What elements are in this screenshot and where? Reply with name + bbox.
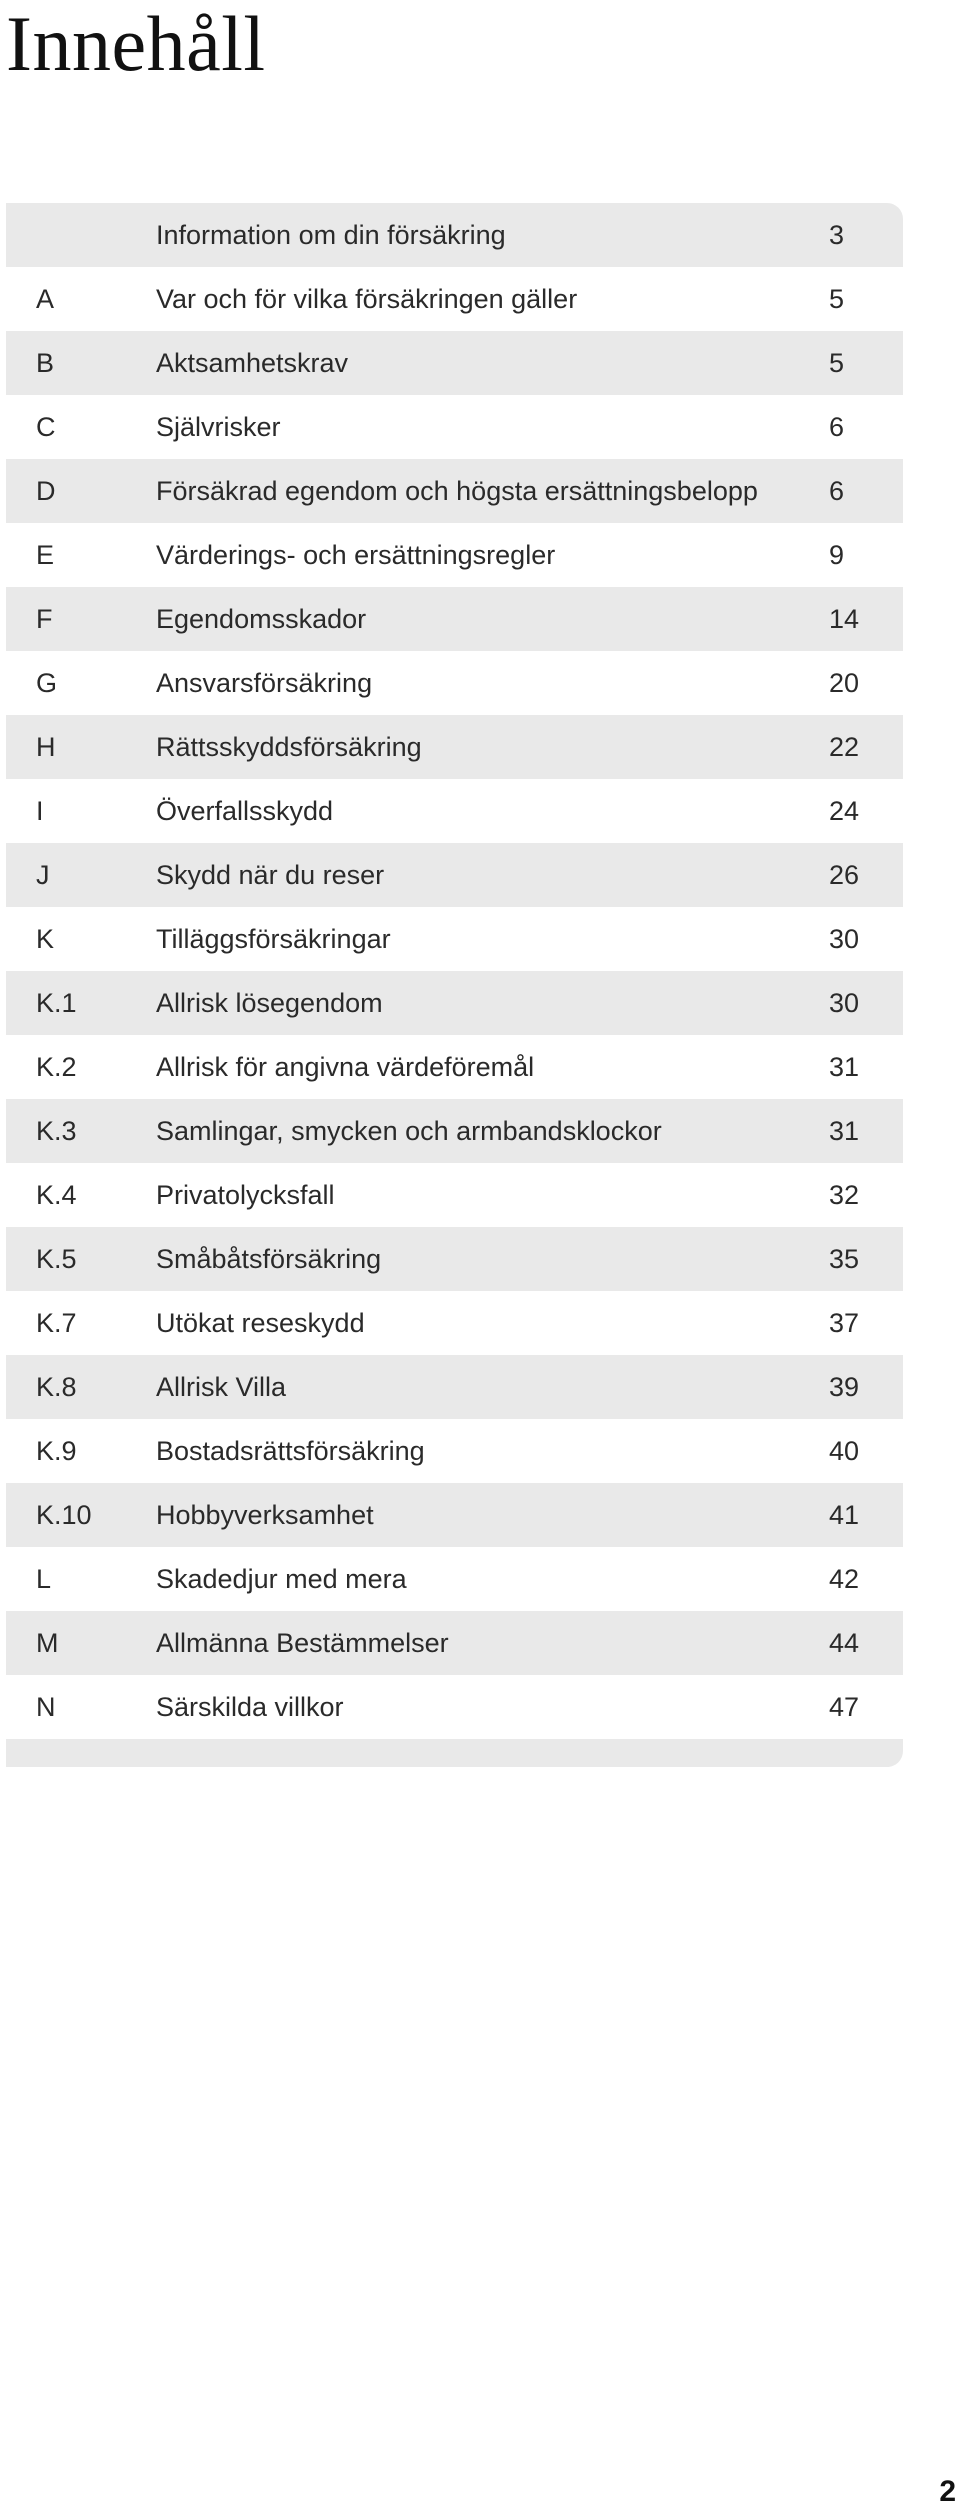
toc-row[interactable] (6, 1419, 903, 1483)
toc-row[interactable] (6, 587, 903, 651)
toc-page-number: 14 (829, 603, 860, 634)
toc-row[interactable] (6, 1355, 903, 1419)
toc-section-code: K.8 (36, 1371, 77, 1402)
toc-page-number: 30 (829, 923, 860, 954)
toc-section-title: Skydd när du reser (156, 859, 385, 890)
page-number: 2 (939, 2475, 956, 2508)
toc-section-code: L (36, 1563, 52, 1594)
toc-section-code: G (36, 667, 58, 698)
toc-page-number: 26 (829, 859, 860, 890)
toc-section-code: K.4 (36, 1179, 77, 1210)
toc-page-number: 42 (829, 1563, 860, 1594)
toc-section-title: Allrisk Villa (156, 1371, 287, 1402)
toc-page-number: 20 (829, 667, 860, 698)
toc-section-code: E (36, 539, 55, 570)
toc-section-title: Hobbyverksamhet (156, 1499, 374, 1530)
toc-page-number: 40 (829, 1435, 860, 1466)
toc-row[interactable] (6, 523, 903, 587)
toc-page-number: 32 (829, 1179, 860, 1210)
toc-page-number: 30 (829, 987, 860, 1018)
toc-page-number: 47 (829, 1691, 860, 1722)
toc-section-code: N (36, 1691, 56, 1722)
toc-section-title: Information om din försäkring (156, 219, 506, 250)
toc-section-title: Allrisk för angivna värdeföremål (156, 1051, 535, 1082)
toc-page-number: 6 (829, 475, 845, 506)
toc-section-title: Bostadsrättsförsäkring (156, 1435, 425, 1466)
toc-section-title: Samlingar, smycken och armbandsklockor (156, 1115, 662, 1146)
toc-section-code: K.10 (36, 1499, 92, 1530)
toc-section-code: B (36, 347, 55, 378)
toc-page-number: 35 (829, 1243, 860, 1274)
toc-page-number: 37 (829, 1307, 860, 1338)
toc-row[interactable] (6, 1227, 903, 1291)
toc-page-number: 9 (829, 539, 845, 570)
toc-row[interactable] (6, 779, 903, 843)
toc-section-title: Privatolycksfall (156, 1179, 335, 1210)
toc-section-code: K.1 (36, 987, 77, 1018)
toc-section-title: Allmänna Bestämmelser (156, 1627, 449, 1658)
toc-section-title: Tilläggsförsäkringar (156, 923, 391, 954)
page-title: Innehåll (6, 0, 266, 87)
toc-section-title: Egendomsskador (156, 603, 367, 634)
toc-section-code: D (36, 475, 56, 506)
toc-row[interactable] (6, 203, 903, 267)
toc-section-title: Utökat reseskydd (156, 1307, 365, 1338)
toc-row[interactable] (6, 1611, 903, 1675)
toc-section-title: Rättsskyddsförsäkring (156, 731, 422, 762)
toc-row[interactable] (6, 1547, 903, 1611)
toc-section-title: Särskilda villkor (156, 1691, 344, 1722)
toc-row[interactable] (6, 1483, 903, 1547)
toc-page-number: 3 (829, 219, 845, 250)
toc-section-title: Allrisk lösegendom (156, 987, 383, 1018)
toc-section-code: K.9 (36, 1435, 77, 1466)
toc-row[interactable] (6, 843, 903, 907)
toc-row[interactable] (6, 651, 903, 715)
toc-row[interactable] (6, 907, 903, 971)
toc-row[interactable] (6, 395, 903, 459)
toc-section-title: Värderings- och ersättningsregler (156, 539, 556, 570)
toc-row[interactable] (6, 1163, 903, 1227)
toc-page-number: 31 (829, 1051, 860, 1082)
toc-page-number: 39 (829, 1371, 860, 1402)
toc-page-number: 44 (829, 1627, 860, 1658)
table-of-contents (6, 203, 903, 1767)
toc-section-code: K.5 (36, 1243, 77, 1274)
toc-page-number: 6 (829, 411, 845, 442)
toc-section-code: I (36, 795, 44, 826)
toc-section-title: Självrisker (156, 411, 281, 442)
toc-page-number: 41 (829, 1499, 860, 1530)
toc-page-number: 5 (829, 347, 845, 378)
toc-page-number: 22 (829, 731, 860, 762)
toc-section-title: Ansvarsförsäkring (156, 667, 373, 698)
toc-row[interactable] (6, 715, 903, 779)
toc-section-code: K.2 (36, 1051, 77, 1082)
toc-row[interactable] (6, 267, 903, 331)
toc-page-number: 24 (829, 795, 860, 826)
toc-section-code: C (36, 411, 56, 442)
toc-section-title: Skadedjur med mera (156, 1563, 407, 1594)
toc-row[interactable] (6, 1291, 903, 1355)
toc-page-number: 5 (829, 283, 845, 314)
toc-section-code: M (36, 1627, 59, 1658)
toc-section-code: A (36, 283, 55, 314)
toc-row[interactable] (6, 1675, 903, 1739)
toc-section-title: Aktsamhetskrav (156, 347, 349, 378)
toc-section-code: H (36, 731, 56, 762)
toc-section-code: J (36, 859, 50, 890)
toc-row[interactable] (6, 1099, 903, 1163)
toc-row[interactable] (6, 459, 903, 523)
toc-section-title: Var och för vilka försäkringen gäller (156, 283, 578, 314)
toc-page-number: 31 (829, 1115, 860, 1146)
toc-section-title: Småbåtsförsäkring (156, 1243, 382, 1274)
toc-section-code: K.7 (36, 1307, 77, 1338)
toc-section-code: K.3 (36, 1115, 77, 1146)
toc-row[interactable] (6, 971, 903, 1035)
toc-section-code: F (36, 603, 53, 634)
toc-section-title: Överfallsskydd (156, 795, 334, 826)
toc-section-title: Försäkrad egendom och högsta ersättningsbelopp (156, 475, 758, 506)
toc-section-code: K (36, 923, 55, 954)
toc-row[interactable] (6, 331, 903, 395)
toc-footer (6, 1739, 903, 1767)
toc-row[interactable] (6, 1035, 903, 1099)
